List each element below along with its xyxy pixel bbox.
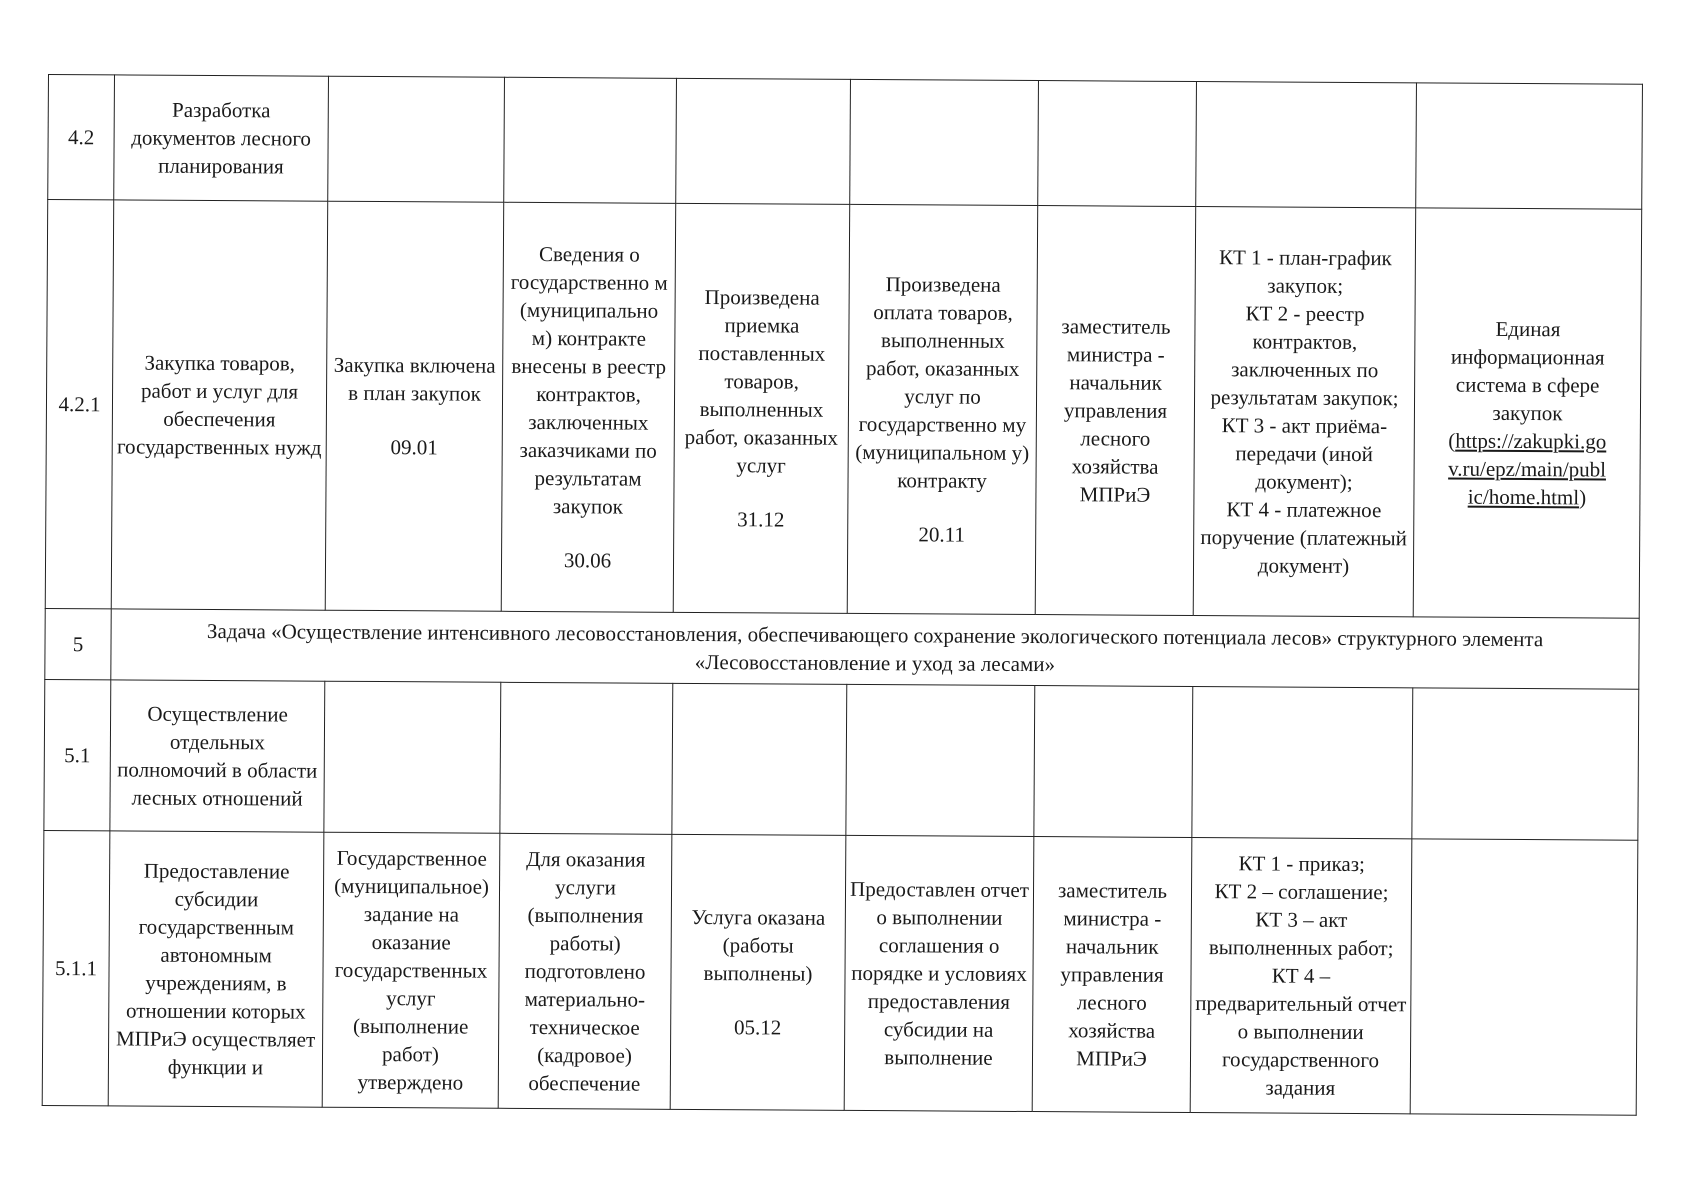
control-event-1 bbox=[325, 201, 503, 611]
row-number: 4.2.1 bbox=[45, 200, 113, 609]
event-date: 31.12 bbox=[737, 507, 785, 532]
control-event-3 bbox=[673, 203, 849, 613]
event-date: 09.01 bbox=[390, 435, 438, 460]
event-text: Услуга оказана (работы выполнены) bbox=[691, 904, 826, 986]
empty-cell bbox=[1196, 82, 1417, 208]
control-points bbox=[1193, 207, 1415, 617]
table-row-4-2-1 bbox=[45, 200, 1641, 619]
control-event-1: Государственное (муниципальное) задание на оказание государственных услуг (выполнение работ) утверждено bbox=[322, 832, 500, 1108]
control-event-4: Предоставлен отчет о выполнении соглашения о порядке и условиях предоставления субсидии на выполнение bbox=[844, 835, 1034, 1111]
info-system bbox=[1413, 208, 1641, 618]
empty-cell bbox=[1412, 688, 1639, 840]
row-name: Предоставление субсидии государственным автономным учреждениям, в отношении которых МПРиЭ осуществляет функции и bbox=[108, 831, 324, 1107]
event-date: 30.06 bbox=[563, 548, 612, 573]
event-text: Произведена оплата товаров, выполненных работ, оказанных услуг по государственно му (муниципальном у) контракту bbox=[855, 272, 1030, 493]
empty-cell bbox=[1410, 839, 1638, 1115]
kt-2: КТ 2 - реестр контрактов, заключенных по результатам закупок; bbox=[1210, 301, 1399, 411]
empty-cell bbox=[676, 78, 851, 204]
row-name: Разработка документов лесного планирования bbox=[114, 75, 329, 201]
empty-cell bbox=[1416, 83, 1643, 209]
empty-cell bbox=[846, 684, 1035, 836]
kt-3: КТ 3 - акт приёма-передачи (иной документ); bbox=[1221, 413, 1388, 494]
kt-4: КТ 4 - платежное поручение (платежный документ) bbox=[1200, 497, 1407, 578]
zakupki-link[interactable]: https://zakupki.go v.ru/epz/main/publ ic/home.html bbox=[1448, 428, 1607, 510]
kt-1: КТ 1 - план-график закупок; bbox=[1218, 245, 1392, 298]
row-number: 5.1.1 bbox=[42, 830, 110, 1105]
empty-cell bbox=[1192, 687, 1413, 839]
responsible-person: заместитель министра - начальник управления лесного хозяйства МПРиЭ bbox=[1035, 206, 1195, 616]
task-heading: Задача «Осуществление интенсивного лесовосстановления, обеспечивающего сохранение экологического потенциала лесов» структурного элемента «Лесовосстановление и уход за лесами» bbox=[111, 609, 1639, 689]
responsible-person: заместитель министра - начальник управления лесного хозяйства МПРиЭ bbox=[1032, 837, 1192, 1113]
empty-cell bbox=[504, 77, 677, 203]
row-number: 5.1 bbox=[44, 679, 111, 830]
row-name: Закупка товаров, работ и услуг для обеспечения государственных нужд bbox=[111, 200, 327, 610]
control-event-2 bbox=[501, 202, 675, 612]
plan-table bbox=[42, 74, 1643, 1116]
empty-cell bbox=[324, 681, 501, 833]
table-row-5-1-1 bbox=[42, 830, 1638, 1115]
event-text: Сведения о государственно м (муниципально м) контракте внесены в реестр контрактов, заключенных заказчиками по результатам закупок bbox=[510, 242, 668, 519]
event-date: 05.12 bbox=[733, 1015, 782, 1040]
empty-cell bbox=[850, 79, 1039, 205]
empty-cell bbox=[328, 76, 505, 202]
row-number: 4.2 bbox=[48, 75, 115, 200]
row-name: Осуществление отдельных полномочий в области лесных отношений bbox=[110, 680, 325, 832]
event-text: Закупка включена в план закупок bbox=[333, 352, 496, 406]
kt-4: КТ 4 – предварительный отчет о выполнении государственного задания bbox=[1195, 963, 1407, 1100]
control-event-3 bbox=[670, 834, 846, 1110]
table-row-4-2 bbox=[48, 75, 1643, 210]
table-row-5-1 bbox=[44, 679, 1639, 840]
empty-cell bbox=[1034, 686, 1193, 838]
paren-close: ) bbox=[1579, 485, 1587, 510]
empty-cell bbox=[672, 683, 847, 835]
table-row-5 bbox=[45, 608, 1639, 689]
control-points bbox=[1190, 838, 1412, 1114]
kt-1: КТ 1 - приказ; bbox=[1238, 851, 1365, 877]
system-name: Единая информационная система в сфере закупок bbox=[1450, 316, 1605, 426]
kt-3: КТ 3 – акт выполненных работ; bbox=[1208, 907, 1394, 961]
empty-cell bbox=[1038, 81, 1197, 207]
paren-open: ( bbox=[1448, 428, 1456, 453]
empty-cell bbox=[500, 682, 673, 834]
row-number: 5 bbox=[45, 608, 111, 679]
event-date: 20.11 bbox=[918, 522, 966, 547]
control-event-4 bbox=[847, 204, 1037, 614]
kt-2: КТ 2 – соглашение; bbox=[1214, 879, 1389, 905]
event-text: Произведена приемка поставленных товаров, выполненных работ, оказанных услуг bbox=[684, 285, 838, 478]
control-event-2: Для оказания услуги (выполнения работы) подготовлено материально-техническое (кадровое) обеспечение bbox=[498, 833, 672, 1109]
